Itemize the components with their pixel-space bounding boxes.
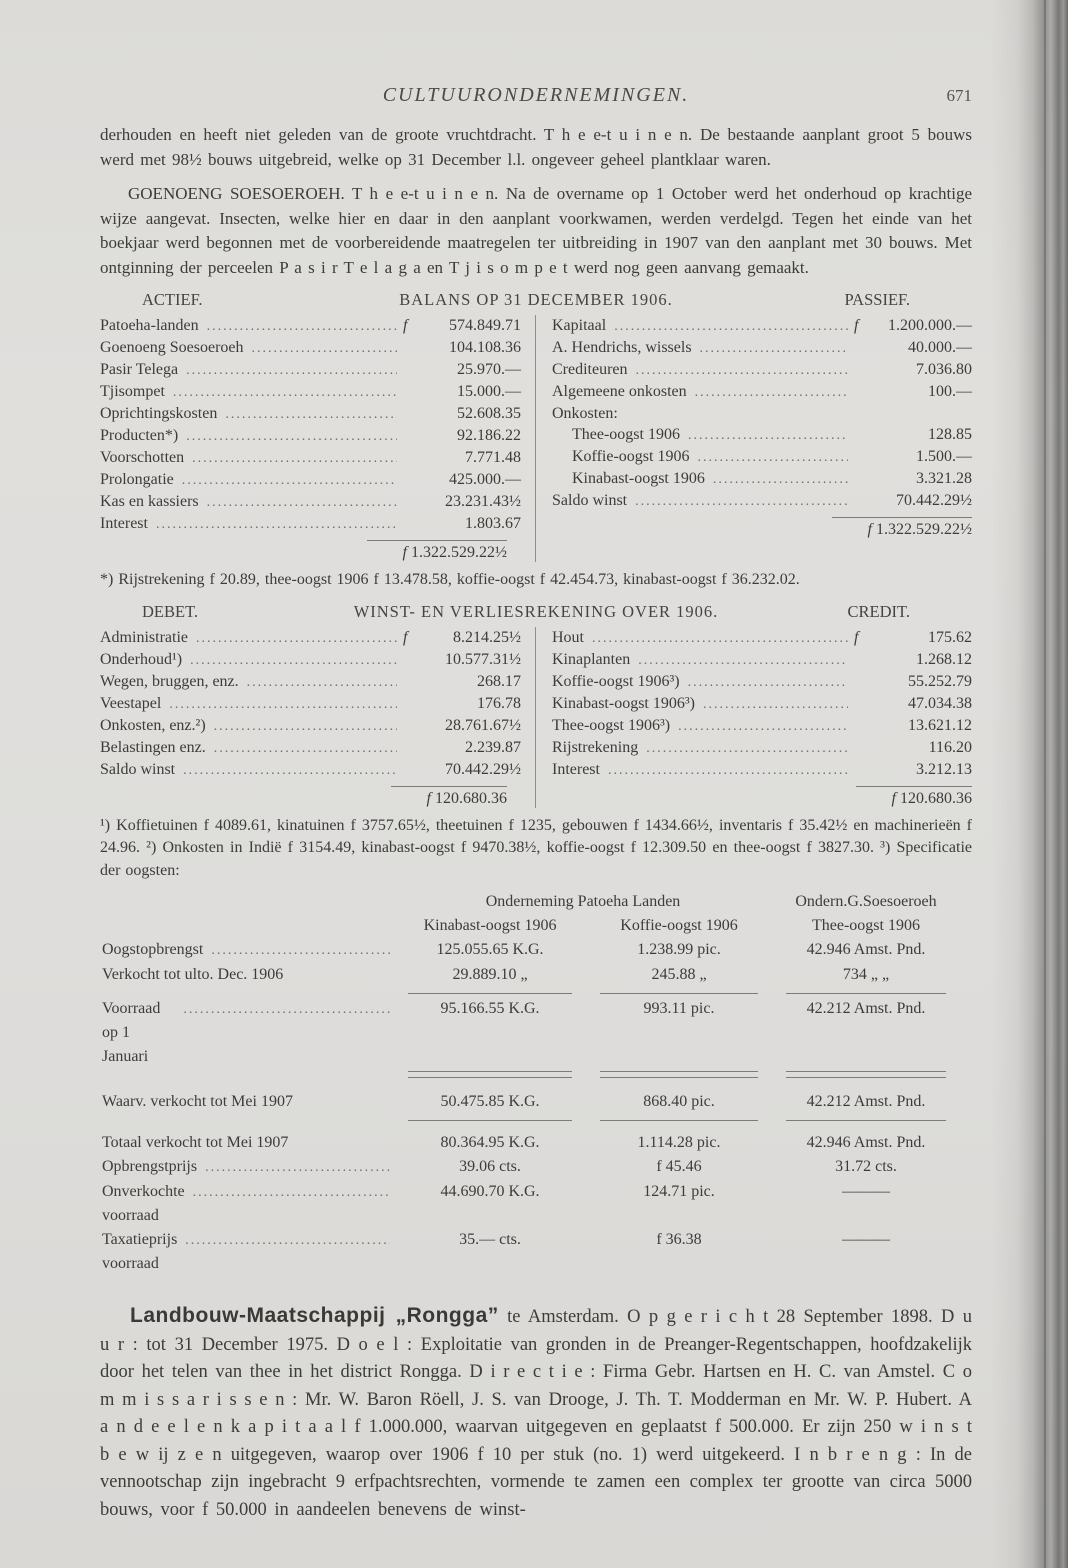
dot-leader (186, 425, 397, 447)
row-label: Interest (100, 515, 148, 532)
dot-leader (183, 997, 390, 1022)
table-rule (600, 1116, 758, 1121)
row-label: Onkosten, enz.²) (100, 716, 206, 734)
table-row-subheader (552, 403, 972, 424)
dot-leader (186, 359, 397, 381)
table-row (552, 737, 972, 759)
cell: 35.— cts. (459, 1231, 521, 1248)
row-amount: 10.577.31½ (445, 650, 521, 668)
row-amount: 2.239.87 (465, 738, 521, 756)
dot-leader (173, 381, 397, 403)
dot-leader (695, 381, 848, 403)
total-amount: 1.322.529.22½ (876, 521, 972, 538)
florin-symbol: f (426, 789, 431, 807)
total-amount: 1.322.529.22½ (411, 544, 507, 561)
dot-leader (646, 737, 848, 759)
rule-row (102, 1069, 972, 1083)
row-amount: 15.000.— (457, 383, 521, 400)
dot-leader (700, 337, 848, 359)
actief-heading: ACTIEF. (142, 290, 203, 309)
table-row (552, 424, 972, 446)
row-amount: 175.62 (928, 628, 972, 646)
cell: 31.72 cts. (835, 1158, 897, 1175)
table-row (552, 715, 972, 737)
row-amount: 52.608.35 (457, 405, 521, 422)
table-row (100, 671, 521, 693)
table-row (100, 715, 521, 737)
row-label: Saldo winst (552, 492, 628, 509)
col-header-koffie: Koffie-oogst 1906 (620, 917, 738, 934)
double-rule (408, 1071, 572, 1078)
wv-title: WINST- EN VERLIESREKENING OVER 1906. (353, 601, 719, 621)
florin-symbol: f (891, 789, 896, 807)
row-amount: 8.214.25½ (453, 628, 521, 646)
table-rule (786, 989, 946, 994)
table-row (552, 759, 972, 781)
table-row (552, 337, 972, 359)
cell: 44.690.70 K.G. (440, 1183, 540, 1200)
passief-heading: PASSIEF. (844, 290, 910, 309)
row-amount: 25.970.— (457, 361, 521, 378)
dot-leader (185, 1228, 390, 1253)
balans-actief-column (100, 315, 536, 562)
row-amount: 176.78 (477, 694, 521, 712)
table-rule (786, 1116, 946, 1121)
cell: 124.71 pic. (643, 1183, 715, 1200)
dot-leader (196, 627, 397, 649)
cell: 125.055.65 K.G. (436, 941, 544, 958)
dot-leader (697, 446, 848, 468)
table-row (100, 491, 521, 513)
credit-total (552, 786, 972, 808)
dot-leader (183, 759, 397, 781)
table-row (552, 671, 972, 693)
row-label: Kas en kassiers (100, 493, 199, 510)
row-amount: 70.442.29½ (896, 492, 972, 509)
table-row (102, 1131, 972, 1155)
row-amount: 13.621.12 (908, 716, 972, 734)
row-label: Veestapel (100, 694, 162, 712)
row-label: Verkocht tot ulto. Dec. 1906 (102, 966, 284, 983)
row-label: Patoeha-landen (100, 317, 199, 334)
row-label: Hout (552, 628, 584, 646)
table-row (552, 359, 972, 381)
oogst-specificatie-table (102, 890, 972, 1276)
row-label: Voorschotten (100, 449, 185, 466)
row-label: Totaal verkocht tot Mei 1907 (102, 1134, 289, 1151)
row-amount: 1.500.— (916, 448, 972, 465)
cell: 42.212 Amst. Pnd. (806, 1000, 926, 1017)
cell: 29.889.10 „ (452, 966, 528, 983)
row-label: Administratie (100, 628, 188, 646)
credit-heading: CREDIT. (847, 601, 910, 621)
row-label: Thee-oogst 1906³) (552, 716, 671, 734)
row-label: Kapitaal (552, 317, 607, 334)
row-label: Onkosten: (552, 405, 618, 422)
paragraph-continuation: derhouden en heeft niet geleden van de groote vruchtdracht. T h e e-t u i n e n. De bestaande aanplant groot 5 bouws werd met 98½ bouws uitgebreid, welke op 31 December l.l. ongeveer geheel plantklaar waren. (100, 125, 972, 169)
row-label: Pasir Telega (100, 361, 179, 378)
florin-symbol: f (403, 628, 408, 646)
row-amount: 104.108.36 (449, 339, 521, 356)
cell: 868.40 pic. (643, 1093, 715, 1110)
table-row (100, 693, 521, 715)
row-label: Kinabast-oogst 1906 (572, 470, 705, 487)
table-row (552, 446, 972, 468)
row-amount: 116.20 (928, 738, 972, 756)
table-row (100, 381, 521, 403)
table-row (100, 649, 521, 671)
table-row (552, 693, 972, 715)
dot-leader (688, 424, 848, 446)
table-row (552, 490, 972, 512)
dot-leader (608, 759, 848, 781)
cell: 993.11 pic. (643, 1000, 715, 1017)
florin-symbol: f (854, 628, 859, 646)
double-rule (786, 1071, 946, 1078)
row-amount: 128.85 (928, 426, 972, 443)
balans-passief-column (536, 315, 972, 562)
passief-total (552, 517, 972, 539)
row-label: Tjisompet (100, 383, 165, 400)
row-label: Goenoeng Soesoeroeh (100, 339, 244, 356)
total-amount: 120.680.36 (900, 789, 972, 807)
row-label: Onderhoud¹) (100, 650, 183, 668)
table-row (552, 315, 972, 337)
dot-leader (193, 1180, 390, 1205)
row-label: Rijstrekening (552, 738, 639, 756)
total-amount: 120.680.36 (435, 789, 507, 807)
row-label: Thee-oogst 1906 (572, 426, 680, 443)
cell: 39.06 cts. (459, 1158, 521, 1175)
row-amount: 268.17 (477, 672, 521, 690)
row-amount: 3.212.13 (916, 760, 972, 778)
cell: 245.88 „ (651, 966, 707, 983)
cell: 50.475.85 K.G. (440, 1093, 540, 1110)
row-label: Saldo winst (100, 760, 176, 778)
table-row (102, 1180, 972, 1228)
row-amount: 574.849.71 (449, 317, 521, 334)
dot-leader (713, 468, 848, 490)
row-label: Koffie-oogst 1906 (572, 448, 690, 465)
wv-table (100, 627, 972, 808)
dot-leader (638, 649, 848, 671)
table-rule (600, 989, 758, 994)
table-row (102, 997, 972, 1069)
group-header-soesoeroeh: Ondern.G.Soesoeroeh (795, 893, 937, 910)
table-row (100, 469, 521, 491)
row-label: Crediteuren (552, 361, 628, 378)
debet-total (100, 786, 521, 808)
row-amount: 1.200.000.— (888, 317, 972, 334)
dot-leader (247, 671, 397, 693)
cell: ——— (842, 1231, 890, 1248)
row-label: Koffie-oogst 1906³) (552, 672, 680, 690)
balans-table (100, 315, 972, 562)
cell: 80.364.95 K.G. (440, 1134, 540, 1151)
cell: f 36.38 (656, 1231, 702, 1248)
row-amount: 28.761.67½ (445, 716, 521, 734)
row-label: A. Hendrichs, wissels (552, 339, 692, 356)
dot-leader (252, 337, 397, 359)
row-label: Producten*) (100, 427, 179, 444)
group-header-row (102, 890, 972, 914)
dot-leader (678, 715, 848, 737)
table-row (552, 649, 972, 671)
row-amount: 92.186.22 (457, 427, 521, 444)
debet-heading: DEBET. (142, 601, 199, 621)
cell: 734 „ „ (842, 966, 890, 983)
table-row (100, 759, 521, 781)
column-header-row (102, 914, 972, 938)
cell: f 45.46 (656, 1158, 702, 1175)
row-amount: 23.231.43½ (445, 493, 521, 510)
wv-footnotes: ¹) Koffietuinen f 4089.61, kinatuinen f 3757.65½, theetuinen f 1235, gebouwen f 1434.66½, inventaris f 35.42½ en machinerieën f 24.96. ²) Onkosten in Indië f 3154.49, kinabast-oogst f 9470.38½, koffie-oogst f 12.309.50 en thee-oogst f 3827.30. ³) Specificatie der oogsten: (100, 816, 972, 879)
dot-leader (214, 715, 397, 737)
row-label: Opbrengstprijs (102, 1158, 198, 1175)
table-row (100, 737, 521, 759)
table-row (100, 315, 521, 337)
company-name-bold: Landbouw-Maatschappij „Rongga” (130, 1304, 499, 1327)
row-label: Oogstopbrengst (102, 941, 204, 958)
table-row (100, 447, 521, 469)
cell: 42.212 Amst. Pnd. (806, 1093, 926, 1110)
row-amount: 7.036.80 (916, 361, 972, 378)
row-amount: 70.442.29½ (445, 760, 521, 778)
dot-leader (214, 737, 397, 759)
cell: 42.946 Amst. Pnd. (806, 1134, 926, 1151)
row-amount: 47.034.38 (908, 694, 972, 712)
cell: 1.238.99 pic. (637, 941, 721, 958)
dot-leader (190, 649, 397, 671)
cell: ——— (842, 1183, 890, 1200)
table-row (100, 337, 521, 359)
cell: 95.166.55 K.G. (440, 1000, 540, 1017)
dot-leader (592, 627, 848, 649)
page-gutter-shadow (990, 0, 1068, 1568)
table-row (102, 1155, 972, 1180)
table-row (552, 468, 972, 490)
table-row (100, 359, 521, 381)
table-row (100, 513, 521, 535)
table-rule (408, 989, 572, 994)
row-label: Interest (552, 760, 600, 778)
row-amount: 1.803.67 (465, 515, 521, 532)
row-label: Onverkochte voorraad (102, 1183, 185, 1224)
table-rule (408, 1116, 572, 1121)
row-amount: 3.321.28 (916, 470, 972, 487)
wv-credit-column (536, 627, 972, 808)
row-label: Waarv. verkocht tot Mei 1907 (102, 1093, 293, 1110)
dot-leader (207, 491, 397, 513)
dot-leader (211, 938, 390, 963)
dot-leader (169, 693, 397, 715)
row-label: Oprichtingskosten (100, 405, 218, 422)
florin-symbol: f (402, 544, 407, 561)
row-label: Taxatieprijs voorraad (102, 1231, 178, 1272)
row-amount: 40.000.— (908, 339, 972, 356)
row-amount: 55.252.79 (908, 672, 972, 690)
table-row (100, 627, 521, 649)
wv-debet-column (100, 627, 536, 808)
row-label: Belastingen enz. (100, 738, 206, 756)
row-label: Kinaplanten (552, 650, 631, 668)
dot-leader (156, 513, 397, 535)
balans-header (100, 290, 972, 310)
paragraph-rongga (100, 1302, 972, 1524)
florin-symbol: f (867, 521, 872, 538)
dot-leader (703, 693, 848, 715)
dot-leader (635, 490, 848, 512)
table-row (100, 403, 521, 425)
actief-total (100, 540, 521, 562)
col-header-kinabast: Kinabast-oogst 1906 (423, 917, 557, 934)
row-amount: 425.000.— (449, 471, 521, 488)
cell: 42.946 Amst. Pnd. (806, 941, 926, 958)
dot-leader (688, 671, 848, 693)
dot-leader (207, 315, 397, 337)
florin-symbol: f (403, 317, 408, 334)
running-header (100, 84, 972, 107)
row-label: Wegen, bruggen, enz. (100, 672, 239, 690)
paragraph-text: te Amsterdam. O p g e r i c h t 28 September 1898. D u u r : tot 31 December 1975. D o e l : Exploitatie van gronden in de Preanger-Regentschappen, hoofdzakelijk door het telen van thee in het district Rongga. D i r e c t i e : Firma Gebr. Hartsen en H. C. van Amstel. C o m m i s s a r i s s e n : Mr. W. Baron Röell, J. S. van Drooge, J. Th. T. Modderman en Mr. W. P. Hubert. A a n d e e l e n k a p i t a a l f 1.000.000, waarvan uitgegeven en geplaatst f 500.000. Er zijn 250 w i n s t b e w ij z e n uitgegeven, waarop over 1906 f 10 per stuk (no. 1) werd uitgekeerd. I n b r e n g : In de vennootschap zijn ingebracht 9 erfpachtsrechten, vormende te zamen een complex ter grootte van circa 5000 bouws, voor f 50.000 in aandeelen benevens de winst- (100, 1307, 973, 1520)
wv-header (100, 602, 972, 622)
page-number: 671 (946, 86, 972, 105)
table-row (102, 938, 972, 963)
dot-leader (614, 315, 848, 337)
row-amount: 1.268.12 (916, 650, 972, 668)
row-amount: 100.— (928, 383, 972, 400)
table-row (552, 381, 972, 403)
dot-leader (225, 403, 397, 425)
table-row (552, 627, 972, 649)
paragraph-goenoeng-soesoeroeh: GOENOENG SOESOEROEH. T h e e-t u i n e n. Na de overname op 1 October werd het onderhoud op krachtige wijze aangevat. Insecten, welke hier en daar in den aanplant voorkwamen, werden verdelgd. Tegen het einde van het boekjaar werd begonnen met de voorbereidende maatregelen ter uitbreiding in 1907 van den aanplant met 30 bouws. Met ontginning der perceelen P a s i r T e l a g a en T j i s o m p e t werd nog geen aanvang gemaakt. (100, 184, 972, 277)
row-label: Kinabast-oogst 1906³) (552, 694, 695, 712)
table-row (102, 1090, 972, 1114)
table-row (100, 425, 521, 447)
florin-symbol: f (854, 317, 859, 334)
page-content (100, 84, 972, 1543)
table-row (102, 963, 972, 987)
double-rule (600, 1071, 758, 1078)
dot-leader (182, 469, 397, 491)
page-title: CULTUURONDERNEMINGEN. (382, 84, 690, 106)
row-label: Algemeene onkosten (552, 383, 687, 400)
dot-leader (636, 359, 848, 381)
balans-title: BALANS OP 31 DECEMBER 1906. (399, 290, 673, 309)
row-label: Voorraad op 1 Januari (102, 1000, 161, 1065)
cell: 1.114.28 pic. (637, 1134, 721, 1151)
dot-leader (192, 447, 397, 469)
rule-row (102, 1114, 972, 1124)
rule-row (102, 987, 972, 997)
row-label: Prolongatie (100, 471, 174, 488)
col-header-thee: Thee-oogst 1906 (812, 917, 920, 934)
balans-footnote: *) Rijstrekening f 20.89, thee-oogst 1906 f 13.478.58, koffie-oogst f 42.454.73, kinabast-oogst f 36.232.02. (100, 571, 800, 588)
table-row (102, 1228, 972, 1276)
group-header-patoeha: Onderneming Patoeha Landen (485, 893, 681, 910)
dot-leader (205, 1155, 390, 1180)
row-amount: 7.771.48 (465, 449, 521, 466)
